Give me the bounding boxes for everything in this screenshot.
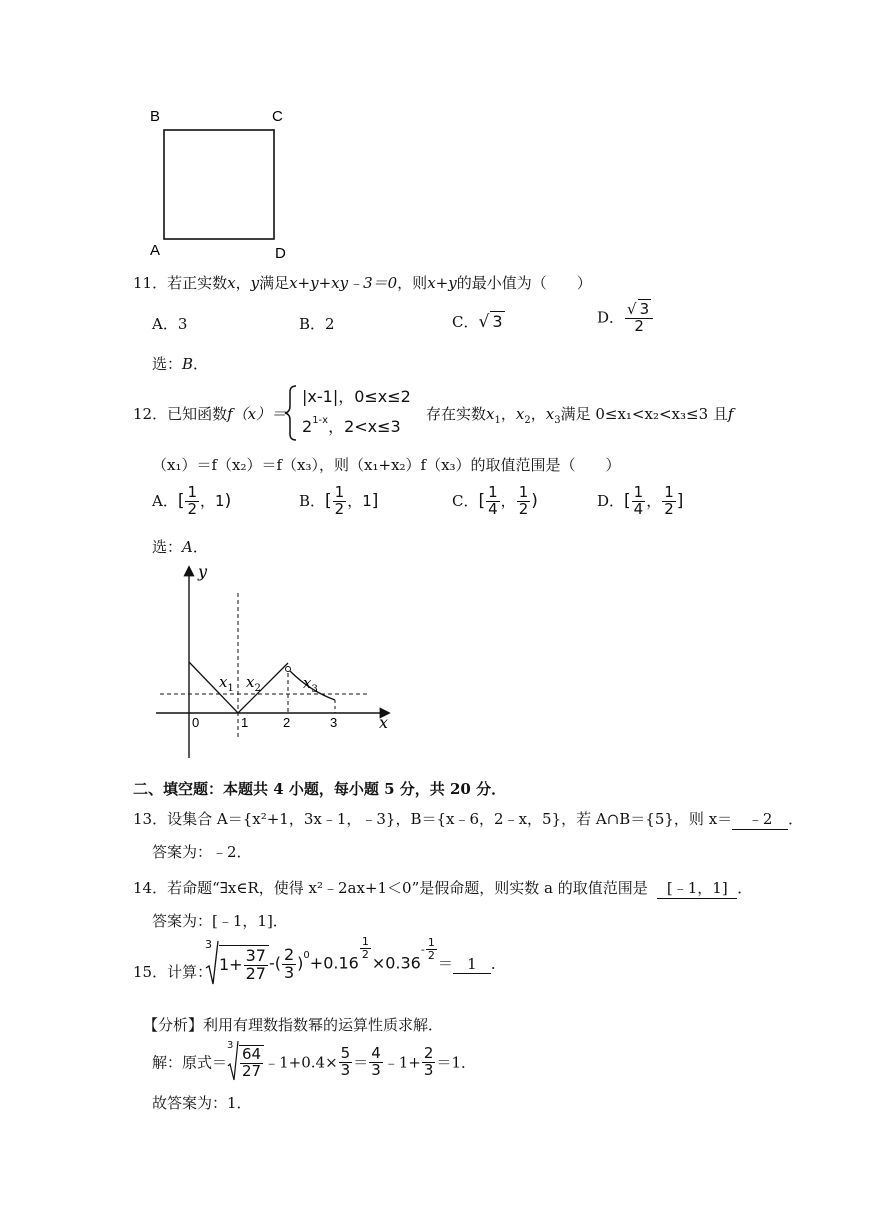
x3-label: $x_3$ [303,674,318,695]
q12-stem-line1-end: 存在实数$x_1$，$x_2$，$x_3$满足 0≤x₁<x₂<x₃≤3 且f [426,405,734,426]
q15-final-answer: 故答案为：1． [152,1094,252,1112]
tick-label-3: 3 [330,715,338,730]
x2-label: $x_2$ [246,673,261,694]
q12-fx: f（x）＝ [227,405,287,423]
q11-equation: x+y+xy﹣3＝0 [289,274,398,292]
q12-stem-line1: 12．已知函数f（x）＝ [133,405,287,423]
origin-label: 0 [192,715,200,730]
q12-option-c: C．[ $\frac{1}{4}$ ， $\frac{1}{2}$ ) [452,483,538,518]
vertex-label-d: D [275,245,286,262]
q11-option-b: B．2 [299,315,335,333]
q15-expression: 3 1+ $\frac{37}{27}$ -( $\frac{2}{3}$ )$^0$+0.16 $\frac{1}{2}$ $\times 0.36^{- \frac{1}{2}}$ ＝ 1 ． [205,934,506,983]
square-figure [140,100,300,265]
vertex-label-c: C [272,108,283,125]
q11-suffix: 的最小值为（ ） [456,274,592,292]
q12-answer: 选：A． [152,538,208,556]
x-axis-label: x [379,713,389,732]
y-axis-label: y [198,562,208,581]
vertex-label-a: A [150,242,161,259]
q11-target: x+y [427,274,457,292]
q12-piece2: 2$^{1-x}$，2<x≤3 [302,414,401,436]
q13-blank: ﹣2 [732,808,788,830]
square-outline [164,130,274,239]
q14-answer: 答案为：[﹣1，1]． [152,912,288,930]
q12-option-d: D．[ $\frac{1}{4}$ ， $\frac{1}{2}$ ] [597,483,684,518]
x1-label: $x_1$ [219,673,234,694]
q15-analysis: 【分析】利用有理数指数幂的运算性质求解． [143,1016,444,1034]
q12-piece1: |x-1|，0≤x≤2 [302,387,411,406]
tick-label-1: 1 [241,715,249,730]
q14-blank: [﹣1，1] [657,877,737,899]
q12-option-b: B．[ $\frac{1}{2}$ ，1] [299,483,379,518]
q13-stem: 13．设集合 A＝{x²+1，3x﹣1，﹣3}，B＝{x﹣6，2﹣x，5}，若 A∩B＝{5}，则 x＝ ﹣2 ． [133,810,804,828]
q14-stem: 14．若命题“∃x∈R，使得 x²﹣2ax+1＜0”是假命题，则实数 a 的取值范围是 [﹣1，1] ． [133,879,753,897]
q15-label: 15．计算： [133,963,213,981]
q12-stem-line2: （x₁）＝f（x₂）＝f（x₃），则（x₁+x₂）f（x₃）的取值范围是（ ） [152,456,621,474]
vertex-label-b: B [150,108,161,125]
q11-comma: ， [235,274,251,292]
q12-option-a: A．[ $\frac{1}{2}$ ，1) [152,483,232,518]
q11-answer: 选：B． [152,355,209,373]
open-point [286,667,291,672]
section-title: 二、填空题：本题共 4 小题，每小题 5 分，共 20 分． [133,780,507,798]
q12-piecewise-brace [283,384,299,442]
q15-blank: 1 [453,955,491,974]
function-graph [150,560,400,770]
q11-option-a: A．3 [152,315,188,333]
q13-answer: 答案为：﹣2． [152,843,252,861]
tick-label-2: 2 [283,715,291,730]
q11-mid: 满足 [259,274,290,292]
q11-stem [133,272,592,293]
q11-mid2: ，则 [397,274,428,292]
q11-option-d: D． $\frac{√ 3}{2}$ [597,302,654,335]
q11-var-y: y [250,274,260,292]
q11-option-c: C．√ 3 [452,312,503,332]
q11-d-fraction: $\frac{√ 3}{2}$ [625,302,653,335]
q11-prefix: 11．若正实数 [133,274,228,292]
q11-var-x: x [227,274,236,292]
q15-solution: 解：原式＝ 3 $\frac{64}{27}$ ﹣1+0.4× $\frac{5}{3}$ ＝ $\frac{4}{3}$ ﹣1+ $\frac{2}{3}$ ＝1． [152,1040,476,1080]
